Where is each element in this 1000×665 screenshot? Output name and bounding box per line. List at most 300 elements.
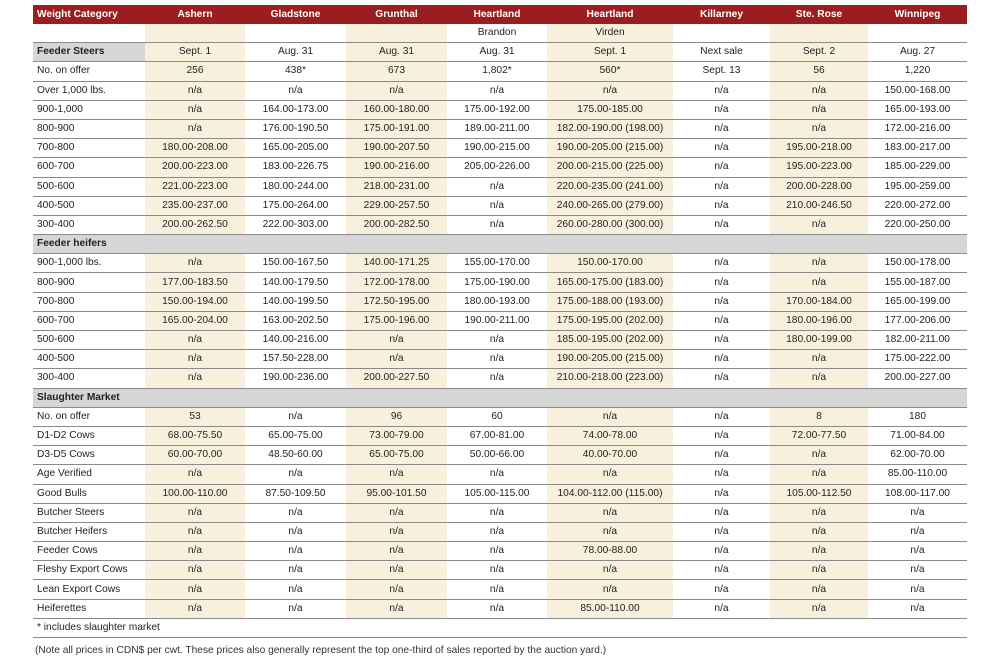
price-cell: 1,220: [868, 62, 967, 81]
price-cell: 60: [447, 407, 547, 426]
price-cell: n/a: [673, 139, 770, 158]
price-cell: n/a: [673, 503, 770, 522]
price-cell: 104.00-112.00 (115.00): [547, 484, 673, 503]
price-cell: 195.00-259.00: [868, 177, 967, 196]
price-cell: 190.00-216.00: [346, 158, 447, 177]
price-cell: n/a: [447, 81, 547, 100]
price-cell: 177.00-183.50: [145, 273, 245, 292]
location-sublabel: [868, 24, 967, 43]
price-cell: 200.00-262.50: [145, 215, 245, 234]
price-cell: 673: [346, 62, 447, 81]
price-cell: 100.00-110.00: [145, 484, 245, 503]
price-cell: n/a: [145, 369, 245, 388]
price-cell: n/a: [547, 522, 673, 541]
price-cell: n/a: [447, 350, 547, 369]
price-cell: 150.00-194.00: [145, 292, 245, 311]
price-cell: n/a: [447, 331, 547, 350]
location-sublabel: [770, 24, 868, 43]
price-cell: 256: [145, 62, 245, 81]
section-row: [33, 388, 967, 407]
price-cell: n/a: [245, 599, 346, 618]
price-cell: 175.00-188.00 (193.00): [547, 292, 673, 311]
table-row: [33, 580, 967, 599]
price-cell: n/a: [770, 542, 868, 561]
sale-date: Sept. 1: [145, 43, 245, 62]
price-cell: 170.00-184.00: [770, 292, 868, 311]
footnote-row: [33, 618, 967, 637]
price-cell: n/a: [245, 81, 346, 100]
price-cell: n/a: [447, 177, 547, 196]
price-cell: n/a: [673, 522, 770, 541]
price-cell: n/a: [673, 177, 770, 196]
price-cell: n/a: [145, 542, 245, 561]
sale-date: Next sale: [673, 43, 770, 62]
price-cell: n/a: [868, 503, 967, 522]
price-cell: 68.00-75.50: [145, 426, 245, 445]
price-cell: 65.00-75.00: [245, 426, 346, 445]
price-cell: n/a: [673, 446, 770, 465]
row-label: Age Verified: [33, 465, 145, 484]
row-label: D1-D2 Cows: [33, 426, 145, 445]
row-label: Heiferettes: [33, 599, 145, 618]
price-cell: 85.00-110.00: [547, 599, 673, 618]
location-sublabel: [346, 24, 447, 43]
price-cell: 220.00-272.00: [868, 196, 967, 215]
price-cell: n/a: [770, 522, 868, 541]
column-header: Grunthal: [346, 5, 447, 24]
price-cell: n/a: [447, 369, 547, 388]
row-label: 800-900: [33, 119, 145, 138]
price-cell: n/a: [770, 446, 868, 465]
sale-date: Sept. 1: [547, 43, 673, 62]
price-cell: 229.00-257.50: [346, 196, 447, 215]
price-cell: 175.00-191.00: [346, 119, 447, 138]
price-cell: 220.00-235.00 (241.00): [547, 177, 673, 196]
price-cell: 48.50-60.00: [245, 446, 346, 465]
table-row: [33, 426, 967, 445]
price-cell: 182.00-190.00 (198.00): [547, 119, 673, 138]
price-cell: n/a: [547, 503, 673, 522]
table-row: [33, 350, 967, 369]
table-row: [33, 446, 967, 465]
price-cell: n/a: [770, 215, 868, 234]
price-cell: 185.00-195.00 (202.00): [547, 331, 673, 350]
price-cell: n/a: [346, 542, 447, 561]
price-cell: n/a: [145, 254, 245, 273]
price-cell: n/a: [673, 158, 770, 177]
price-cell: n/a: [673, 215, 770, 234]
price-cell: 175.00-196.00: [346, 311, 447, 330]
price-cell: 175.00-192.00: [447, 100, 547, 119]
column-header: Ashern: [145, 5, 245, 24]
row-label: 800-900: [33, 273, 145, 292]
price-cell: n/a: [673, 561, 770, 580]
price-note: (Note all prices in CDN$ per cwt. These prices also generally represent the top one-third of sales reported by the auction yard.): [35, 645, 607, 656]
price-cell: 218.00-231.00: [346, 177, 447, 196]
price-cell: 150.00-178.00: [868, 254, 967, 273]
price-cell: n/a: [145, 119, 245, 138]
price-cell: n/a: [447, 542, 547, 561]
price-cell: n/a: [770, 599, 868, 618]
location-sublabel-row: [33, 24, 967, 43]
price-cell: n/a: [547, 465, 673, 484]
price-cell: 165.00-199.00: [868, 292, 967, 311]
price-cell: 96: [346, 407, 447, 426]
price-cell: 175.00-195.00 (202.00): [547, 311, 673, 330]
column-header: Heartland: [447, 5, 547, 24]
price-cell: 164.00-173.00: [245, 100, 346, 119]
price-cell: 40.00-70.00: [547, 446, 673, 465]
table-row: [33, 292, 967, 311]
price-cell: n/a: [770, 81, 868, 100]
price-cell: 180.00-193.00: [447, 292, 547, 311]
section-title: Feeder heifers: [33, 235, 967, 254]
price-cell: 190.00-236.00: [245, 369, 346, 388]
price-cell: 165.00-175.00 (183.00): [547, 273, 673, 292]
price-cell: n/a: [673, 119, 770, 138]
price-cell: 172.50-195.00: [346, 292, 447, 311]
location-sublabel: [673, 24, 770, 43]
table-row: [33, 119, 967, 138]
sale-date: Aug. 31: [245, 43, 346, 62]
price-cell: n/a: [447, 215, 547, 234]
price-cell: 160.00-180.00: [346, 100, 447, 119]
price-cell: n/a: [673, 292, 770, 311]
price-cell: n/a: [673, 196, 770, 215]
price-cell: 53: [145, 407, 245, 426]
table-row: [33, 273, 967, 292]
price-cell: n/a: [447, 503, 547, 522]
table-body: [33, 24, 967, 637]
price-cell: n/a: [145, 100, 245, 119]
column-header: Weight Category: [33, 5, 145, 24]
price-cell: 200.00-215.00 (225.00): [547, 158, 673, 177]
price-cell: n/a: [145, 465, 245, 484]
price-cell: 200.00-228.00: [770, 177, 868, 196]
price-cell: 105.00-112.50: [770, 484, 868, 503]
section-row: [33, 235, 967, 254]
price-cell: 67.00-81.00: [447, 426, 547, 445]
price-cell: 72.00-77.50: [770, 426, 868, 445]
price-cell: n/a: [673, 331, 770, 350]
price-cell: n/a: [145, 81, 245, 100]
price-cell: 190.00-205.00 (215.00): [547, 139, 673, 158]
price-cell: 163.00-202.50: [245, 311, 346, 330]
price-cell: n/a: [673, 311, 770, 330]
row-label: 500-600: [33, 331, 145, 350]
table-row: [33, 561, 967, 580]
row-label: 900-1,000 lbs.: [33, 254, 145, 273]
price-cell: 157.50-228.00: [245, 350, 346, 369]
table-row: [33, 177, 967, 196]
location-sublabel: Virden: [547, 24, 673, 43]
price-cell: 220.00-250.00: [868, 215, 967, 234]
price-cell: 190.00-207.50: [346, 139, 447, 158]
row-label: Butcher Steers: [33, 503, 145, 522]
price-cell: 155.00-170.00: [447, 254, 547, 273]
table-row: [33, 369, 967, 388]
price-cell: n/a: [346, 580, 447, 599]
price-cell: 183.00-226.75: [245, 158, 346, 177]
price-cell: 180.00-208.00: [145, 139, 245, 158]
price-cell: n/a: [145, 561, 245, 580]
row-label: 400-500: [33, 196, 145, 215]
price-cell: n/a: [145, 580, 245, 599]
table-row: [33, 215, 967, 234]
table-row: [33, 407, 967, 426]
row-label: 700-800: [33, 292, 145, 311]
row-label: 500-600: [33, 177, 145, 196]
section-title: Feeder Steers: [33, 43, 145, 62]
price-cell: 183.00-217.00: [868, 139, 967, 158]
price-cell: 190.00-215.00: [447, 139, 547, 158]
table-row: [33, 100, 967, 119]
footnote: * includes slaughter market: [33, 618, 967, 637]
price-cell: 60.00-70.00: [145, 446, 245, 465]
price-cell: n/a: [770, 503, 868, 522]
table-row: [33, 62, 967, 81]
price-cell: 200.00-227.50: [346, 369, 447, 388]
price-cell: n/a: [770, 254, 868, 273]
sale-date: Sept. 2: [770, 43, 868, 62]
price-cell: 175.00-222.00: [868, 350, 967, 369]
price-cell: 221.00-223.00: [145, 177, 245, 196]
row-label: No. on offer: [33, 62, 145, 81]
table-row: [33, 311, 967, 330]
location-sublabel: [245, 24, 346, 43]
row-label: 600-700: [33, 311, 145, 330]
price-cell: 140.00-179.50: [245, 273, 346, 292]
price-cell: n/a: [145, 599, 245, 618]
price-cell: 176.00-190.50: [245, 119, 346, 138]
price-cell: n/a: [346, 522, 447, 541]
price-cell: 150.00-170.00: [547, 254, 673, 273]
price-cell: n/a: [447, 196, 547, 215]
price-cell: Sept. 13: [673, 62, 770, 81]
price-cell: n/a: [346, 503, 447, 522]
table-row: [33, 522, 967, 541]
price-cell: n/a: [673, 407, 770, 426]
price-cell: 105.00-115.00: [447, 484, 547, 503]
price-cell: n/a: [245, 580, 346, 599]
price-cell: n/a: [447, 580, 547, 599]
table-row: [33, 503, 967, 522]
price-cell: 210.00-218.00 (223.00): [547, 369, 673, 388]
table-row: [33, 599, 967, 618]
sale-date: Aug. 31: [447, 43, 547, 62]
price-cell: 175.00-264.00: [245, 196, 346, 215]
row-label: Good Bulls: [33, 484, 145, 503]
price-cell: n/a: [673, 465, 770, 484]
price-cell: 73.00-79.00: [346, 426, 447, 445]
price-cell: n/a: [770, 100, 868, 119]
row-label: 400-500: [33, 350, 145, 369]
price-cell: n/a: [770, 369, 868, 388]
price-cell: 140.00-199.50: [245, 292, 346, 311]
price-cell: 200.00-227.00: [868, 369, 967, 388]
price-cell: 140.00-216.00: [245, 331, 346, 350]
price-cell: n/a: [673, 81, 770, 100]
price-cell: n/a: [547, 407, 673, 426]
price-cell: 180.00-196.00: [770, 311, 868, 330]
price-cell: 175.00-185.00: [547, 100, 673, 119]
column-header: Gladstone: [245, 5, 346, 24]
price-cell: 150.00-168.00: [868, 81, 967, 100]
table-row: [33, 81, 967, 100]
price-cell: n/a: [245, 407, 346, 426]
section-title: Slaughter Market: [33, 388, 967, 407]
price-cell: n/a: [770, 465, 868, 484]
table-row: [33, 542, 967, 561]
row-label: D3-D5 Cows: [33, 446, 145, 465]
header-row: [33, 5, 967, 24]
price-cell: n/a: [447, 599, 547, 618]
price-cell: 140.00-171.25: [346, 254, 447, 273]
price-cell: 200.00-223.00: [145, 158, 245, 177]
price-cell: n/a: [245, 542, 346, 561]
price-cell: 150.00-167.50: [245, 254, 346, 273]
price-cell: n/a: [868, 599, 967, 618]
price-cell: n/a: [145, 503, 245, 522]
price-cell: 195.00-218.00: [770, 139, 868, 158]
price-cell: 185.00-229.00: [868, 158, 967, 177]
price-cell: 165.00-204.00: [145, 311, 245, 330]
table-row: [33, 484, 967, 503]
price-cell: n/a: [245, 503, 346, 522]
price-cell: 78.00-88.00: [547, 542, 673, 561]
price-cell: n/a: [346, 465, 447, 484]
price-cell: n/a: [770, 580, 868, 599]
price-cell: 62.00-70.00: [868, 446, 967, 465]
price-cell: n/a: [245, 561, 346, 580]
price-cell: n/a: [245, 465, 346, 484]
auction-price-table-container: [33, 5, 967, 638]
price-cell: n/a: [145, 522, 245, 541]
column-header: Heartland: [547, 5, 673, 24]
table-row: [33, 465, 967, 484]
row-label: Butcher Heifers: [33, 522, 145, 541]
price-cell: n/a: [673, 350, 770, 369]
column-header: Winnipeg: [868, 5, 967, 24]
price-cell: n/a: [346, 599, 447, 618]
price-cell: n/a: [346, 561, 447, 580]
price-cell: 74.00-78.00: [547, 426, 673, 445]
price-cell: 56: [770, 62, 868, 81]
table-row: [33, 158, 967, 177]
price-cell: 182.00-211.00: [868, 331, 967, 350]
column-header: Ste. Rose: [770, 5, 868, 24]
location-sublabel: [145, 24, 245, 43]
price-cell: n/a: [770, 350, 868, 369]
price-cell: n/a: [770, 119, 868, 138]
price-cell: n/a: [868, 542, 967, 561]
price-cell: 165.00-205.00: [245, 139, 346, 158]
price-cell: n/a: [447, 561, 547, 580]
price-cell: 95.00-101.50: [346, 484, 447, 503]
price-cell: 235.00-237.00: [145, 196, 245, 215]
column-header: Killarney: [673, 5, 770, 24]
price-cell: 50.00-66.00: [447, 446, 547, 465]
price-cell: 65.00-75.00: [346, 446, 447, 465]
price-cell: n/a: [673, 273, 770, 292]
price-cell: 108.00-117.00: [868, 484, 967, 503]
price-cell: 438*: [245, 62, 346, 81]
price-cell: n/a: [346, 331, 447, 350]
price-cell: 180.00-199.00: [770, 331, 868, 350]
row-label: 300-400: [33, 369, 145, 388]
price-cell: 165.00-193.00: [868, 100, 967, 119]
row-label: 900-1,000: [33, 100, 145, 119]
location-sublabel: Brandon: [447, 24, 547, 43]
price-cell: 180.00-244.00: [245, 177, 346, 196]
price-cell: n/a: [673, 426, 770, 445]
price-cell: 260.00-280.00 (300.00): [547, 215, 673, 234]
price-cell: 85.00-110.00: [868, 465, 967, 484]
price-cell: 155.00-187.00: [868, 273, 967, 292]
price-cell: 210.00-246.50: [770, 196, 868, 215]
price-cell: n/a: [673, 599, 770, 618]
price-cell: 175.00-190.00: [447, 273, 547, 292]
price-cell: n/a: [346, 350, 447, 369]
price-cell: n/a: [770, 561, 868, 580]
price-cell: n/a: [346, 81, 447, 100]
price-cell: 205.00-226.00: [447, 158, 547, 177]
table-row: [33, 331, 967, 350]
auction-price-table: [33, 5, 967, 638]
sale-date: Aug. 27: [868, 43, 967, 62]
row-label: 300-400: [33, 215, 145, 234]
price-cell: n/a: [447, 465, 547, 484]
location-sublabel: [33, 24, 145, 43]
price-cell: 87.50-109.50: [245, 484, 346, 503]
price-cell: n/a: [673, 369, 770, 388]
table-row: [33, 196, 967, 215]
row-label: Over 1,000 lbs.: [33, 81, 145, 100]
row-label: Lean Export Cows: [33, 580, 145, 599]
price-cell: 222.00-303.00: [245, 215, 346, 234]
price-cell: n/a: [770, 273, 868, 292]
price-cell: 190.00-205.00 (215.00): [547, 350, 673, 369]
price-cell: 71.00-84.00: [868, 426, 967, 445]
price-cell: n/a: [673, 254, 770, 273]
price-cell: 195.00-223.00: [770, 158, 868, 177]
price-cell: n/a: [145, 350, 245, 369]
price-cell: 189.00-211.00: [447, 119, 547, 138]
price-cell: 177.00-206.00: [868, 311, 967, 330]
table-row: [33, 139, 967, 158]
price-cell: 180: [868, 407, 967, 426]
price-cell: n/a: [868, 580, 967, 599]
price-cell: n/a: [868, 522, 967, 541]
price-cell: n/a: [547, 580, 673, 599]
price-cell: n/a: [673, 542, 770, 561]
price-cell: n/a: [447, 522, 547, 541]
price-cell: n/a: [547, 561, 673, 580]
row-label: No. on offer: [33, 407, 145, 426]
row-label: 600-700: [33, 158, 145, 177]
price-cell: 8: [770, 407, 868, 426]
section-row: [33, 43, 967, 62]
price-cell: n/a: [673, 580, 770, 599]
row-label: Feeder Cows: [33, 542, 145, 561]
price-cell: 240.00-265.00 (279.00): [547, 196, 673, 215]
price-cell: 200.00-282.50: [346, 215, 447, 234]
price-cell: n/a: [145, 331, 245, 350]
price-cell: n/a: [673, 100, 770, 119]
row-label: 700-800: [33, 139, 145, 158]
table-row: [33, 254, 967, 273]
price-cell: n/a: [245, 522, 346, 541]
